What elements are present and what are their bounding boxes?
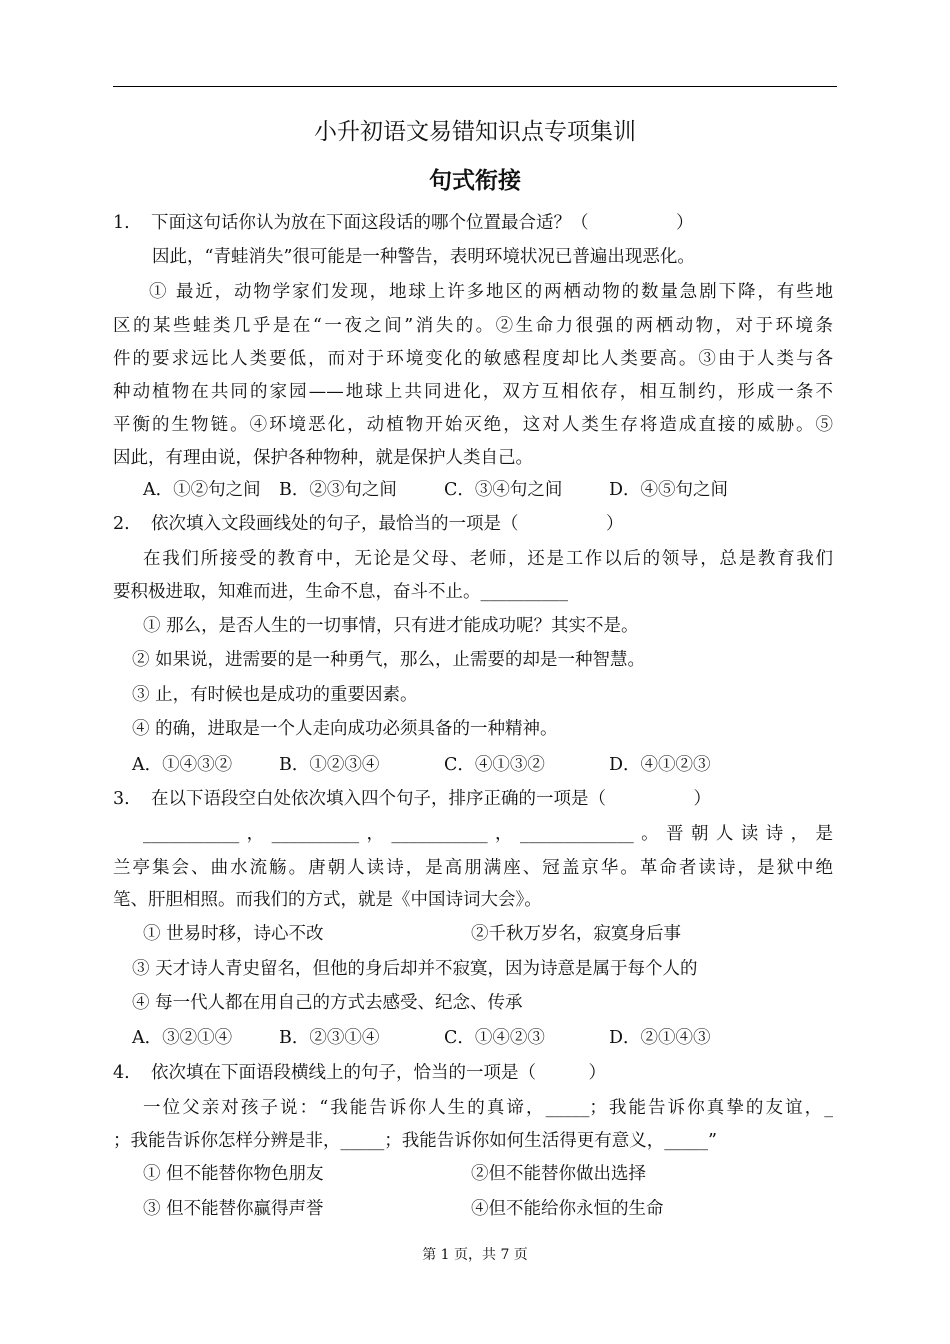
passage-line: 因此，有理由说，保护各种物种，就是保护人类自己。: [113, 448, 533, 468]
question-2-stem: [113, 512, 624, 536]
option-item: ②但不能替你做出选择: [471, 1164, 646, 1184]
question-text: 下面这句话你认为放在下面这段话的哪个位置最合适？（ ）: [151, 213, 694, 233]
question-number: 1.: [113, 213, 130, 233]
choice-a[interactable]: A．①④③②: [132, 755, 233, 775]
page-footer: 第 1 页，共 7 页: [422, 1247, 528, 1263]
passage-line: 兰亭集会、曲水流觞。唐朝人读诗，是高朋满座、冠盖京华。革命者读诗，是狱中绝: [113, 858, 833, 878]
passage-line: 在我们所接受的教育中，无论是父母、老师，还是工作以后的领导，总是教育我们: [143, 549, 833, 569]
question-4-stem: [113, 1061, 606, 1085]
passage-line: 笔、肝胆相照。而我们的方式，就是《中国诗词大会》。: [113, 890, 542, 910]
passage-line: ___________，__________，___________，_____________。晋朝人读诗，是: [143, 824, 833, 844]
question-1-stem: [113, 211, 694, 235]
choice-b[interactable]: B．②③句之间: [279, 480, 397, 500]
passage-line: ；我能告诉你怎样分辨是非，_____；我能告诉你如何生活得更有意义，_____”: [113, 1131, 717, 1151]
question-number: 3.: [113, 789, 130, 809]
choice-c[interactable]: C．③④句之间: [444, 480, 563, 500]
choice-a[interactable]: A．①②句之间: [143, 480, 261, 500]
choice-b[interactable]: B．①②③④: [279, 755, 380, 775]
passage-line: 件的要求远比人类要低，而对于环境变化的敏感程度却比人类要高。③由于人类与各: [113, 349, 833, 369]
passage-line: 要积极进取，知难而进，生命不息，奋斗不止。__________: [113, 582, 568, 602]
choice-a[interactable]: A．③②①④: [132, 1028, 233, 1048]
option-item: ② 如果说，进需要的是一种勇气，那么，止需要的却是一种智慧。: [132, 650, 646, 670]
choice-d[interactable]: D．④⑤句之间: [609, 480, 729, 500]
choice-b[interactable]: B．②③①④: [279, 1028, 380, 1048]
section-title: 句式衔接: [429, 168, 521, 194]
option-item: ③ 止，有时候也是成功的重要因素。: [132, 685, 418, 705]
header-rule: [113, 86, 837, 87]
option-item: ① 那么，是否人生的一切事情，只有进才能成功呢？其实不是。: [143, 616, 639, 636]
passage-line: 一位父亲对孩子说：“我能告诉你人生的真谛，_____；我能告诉你真挚的友谊，_: [143, 1098, 833, 1118]
passage-line: 区的某些蛙类几乎是在“一夜之间”消失的。②生命力很强的两栖动物，对于环境条: [113, 316, 833, 336]
passage-line: ① 最近，动物学家们发现，地球上许多地区的两栖动物的数量急剧下降，有些地: [149, 282, 833, 302]
question-3-stem: [113, 787, 711, 811]
passage-line: 种动植物在共同的家园——地球上共同进化，双方互相依存，相互制约，形成一条不: [113, 382, 833, 402]
option-item: ④ 每一代人都在用自己的方式去感受、纪念、传承: [132, 993, 523, 1013]
question-number: 4.: [113, 1063, 130, 1083]
question-1-sentence: 因此，“青蛙消失”很可能是一种警告，表明环境状况已普遍出现恶化。: [152, 247, 695, 267]
option-item: ① 但不能替你物色朋友: [143, 1164, 324, 1184]
passage-line: 平衡的生物链。④环境恶化，动植物开始灭绝，这对人类生存将造成直接的威胁。⑤: [113, 415, 833, 435]
page-title: 小升初语文易错知识点专项集训: [314, 119, 636, 145]
question-text: 依次填入文段画线处的句子，最恰当的一项是（ ）: [151, 514, 624, 534]
option-item: ④ 的确，进取是一个人走向成功必须具备的一种精神。: [132, 719, 558, 739]
option-item: ③ 但不能替你赢得声誉: [143, 1199, 324, 1219]
option-item: ④但不能给你永恒的生命: [471, 1199, 664, 1219]
question-text: 依次填在下面语段横线上的句子，恰当的一项是（ ）: [151, 1063, 606, 1083]
option-item: ③ 天才诗人青史留名，但他的身后却并不寂寞，因为诗意是属于每个人的: [132, 959, 698, 979]
question-number: 2.: [113, 514, 130, 534]
choice-d[interactable]: D．②①④③: [609, 1028, 711, 1048]
option-item: ① 世易时移，诗心不改: [143, 924, 324, 944]
choice-c[interactable]: C．④①③②: [444, 755, 545, 775]
choice-d[interactable]: D．④①②③: [609, 755, 711, 775]
question-text: 在以下语段空白处依次填入四个句子，排序正确的一项是（ ）: [151, 789, 711, 809]
choice-c[interactable]: C．①④②③: [444, 1028, 545, 1048]
option-item: ②千秋万岁名，寂寞身后事: [471, 924, 681, 944]
